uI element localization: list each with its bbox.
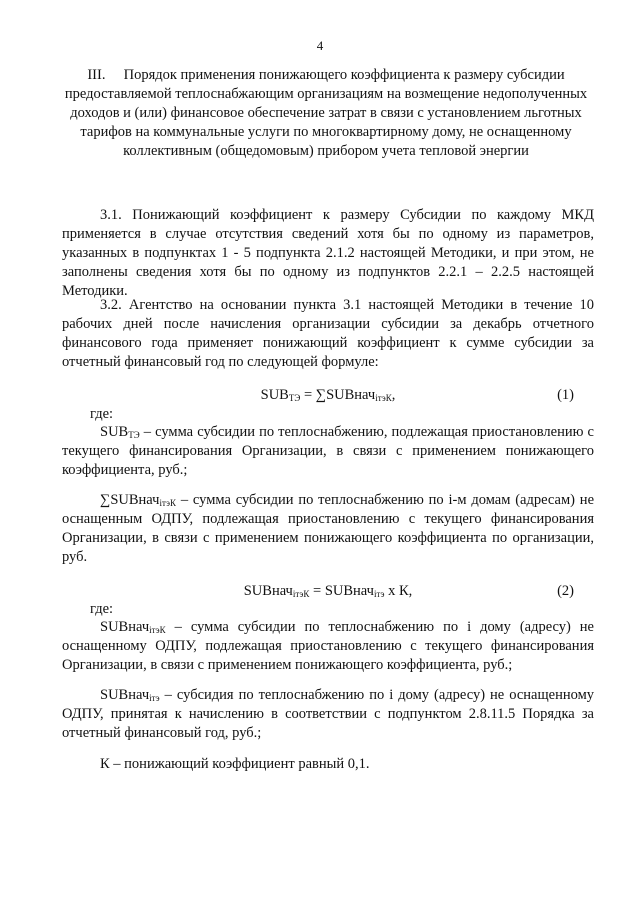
where-label-2: где:	[90, 601, 114, 617]
definition-symbol-sub: iтэК	[159, 498, 176, 508]
definition-symbol-sub: ТЭ	[128, 430, 140, 440]
definition-sub-nach-itek	[62, 618, 594, 675]
section-number: III.	[87, 67, 106, 83]
definition-sub-te	[62, 423, 594, 480]
definition-text: – сумма субсидии по теплоснабжению по i-м домам (адресам) не оснащенным ОДПУ, подлежащая приостановлению с текущего финансирования Организации, в связи с применением понижающего коэффициента по организации, руб.	[62, 492, 594, 565]
definition-sum-sub-nach	[62, 491, 594, 567]
definition-text: – субсидия по теплоснабжению по i дому (адресу) не оснащенному ОДПУ, принятая к начислению в соответствии с подпунктом 2.8.11.5 Порядка за отчетный финансовый год, руб.;	[62, 687, 594, 741]
where-label-1: где:	[90, 406, 114, 422]
formula-1-lhs-sub: ТЭ	[288, 393, 301, 403]
definition-text: – сумма субсидии по теплоснабжению, подлежащая приостановлению с текущего финансирования Организации, в связи с применением понижающего коэффициента, руб.;	[62, 424, 594, 478]
formula-2-tail: х К,	[384, 583, 413, 599]
formula-1-rhs: = ∑SUBнач	[300, 387, 376, 403]
paragraph-3-2: 3.2. Агентство на основании пункта 3.1 настоящей Методики в течение 10 рабочих дней после начисления организации субсидии за декабрь отчетного финансового года применяет понижающий коэффициент к сумме субсидии за отчетный финансовый год по следующей формуле:	[62, 297, 594, 370]
paragraph-3-1: 3.1. Понижающий коэффициент к размеру Субсидии по каждому МКД применяется в случае отсутствия сведений хотя бы по одному из параметров, указанных в подпунктах 1 - 5 подпункта 2.1.2 настоящей Методики, и при этом, не заполнены сведения хотя бы по одному из подпунктов 2.2.1 – 2.2.5 настоящей Методики.	[62, 207, 594, 299]
formula-2-number: (2)	[557, 583, 574, 599]
definition-symbol-sub: iтэК	[149, 625, 166, 635]
formula-1-tail: ,	[391, 387, 396, 403]
formula-2-rhs: = SUBнач	[309, 583, 374, 599]
formula-1-expression	[62, 386, 594, 405]
formula-2-rhs-sub: iтэ	[373, 589, 385, 599]
formula-2-expression	[62, 582, 594, 601]
section-heading	[60, 66, 592, 161]
formula-1-number: (1)	[557, 387, 574, 403]
definition-symbol: SUBнач	[100, 687, 150, 703]
definition-symbol: ∑SUBнач	[100, 492, 160, 508]
definition-symbol: SUB	[100, 424, 129, 440]
definition-text: – сумма субсидии по теплоснабжению по i дому (адресу) не оснащенному ОДПУ, подлежащая приостановлению с текущего финансирования Организации, в связи с применением понижающего коэффициента, руб.;	[62, 619, 594, 673]
formula-1-rhs-sub: iтэК	[375, 393, 392, 403]
definition-coefficient-k: К – понижающий коэффициент равный 0,1.	[100, 756, 370, 772]
section-title: Порядок применения понижающего коэффициента к размеру субсидии предоставляемой теплоснабжающим организациям на возмещение недополученных доходов и (или) финансовое обеспечение затрат в связи с установлением льготных тарифов на коммунальные услуги по многоквартирному дому, не оснащенному коллективным (общедомовым) прибором учета тепловой энергии	[64, 67, 588, 159]
formula-2-lhs-sub: iтэК	[292, 589, 310, 599]
formula-2-lhs: SUBнач	[243, 583, 293, 599]
definition-symbol-sub: iтэ	[149, 693, 160, 703]
definition-symbol: SUBнач	[100, 619, 150, 635]
definition-sub-nach-ite	[62, 686, 594, 743]
page-number: 4	[316, 38, 324, 53]
formula-1-lhs: SUB	[260, 387, 289, 403]
